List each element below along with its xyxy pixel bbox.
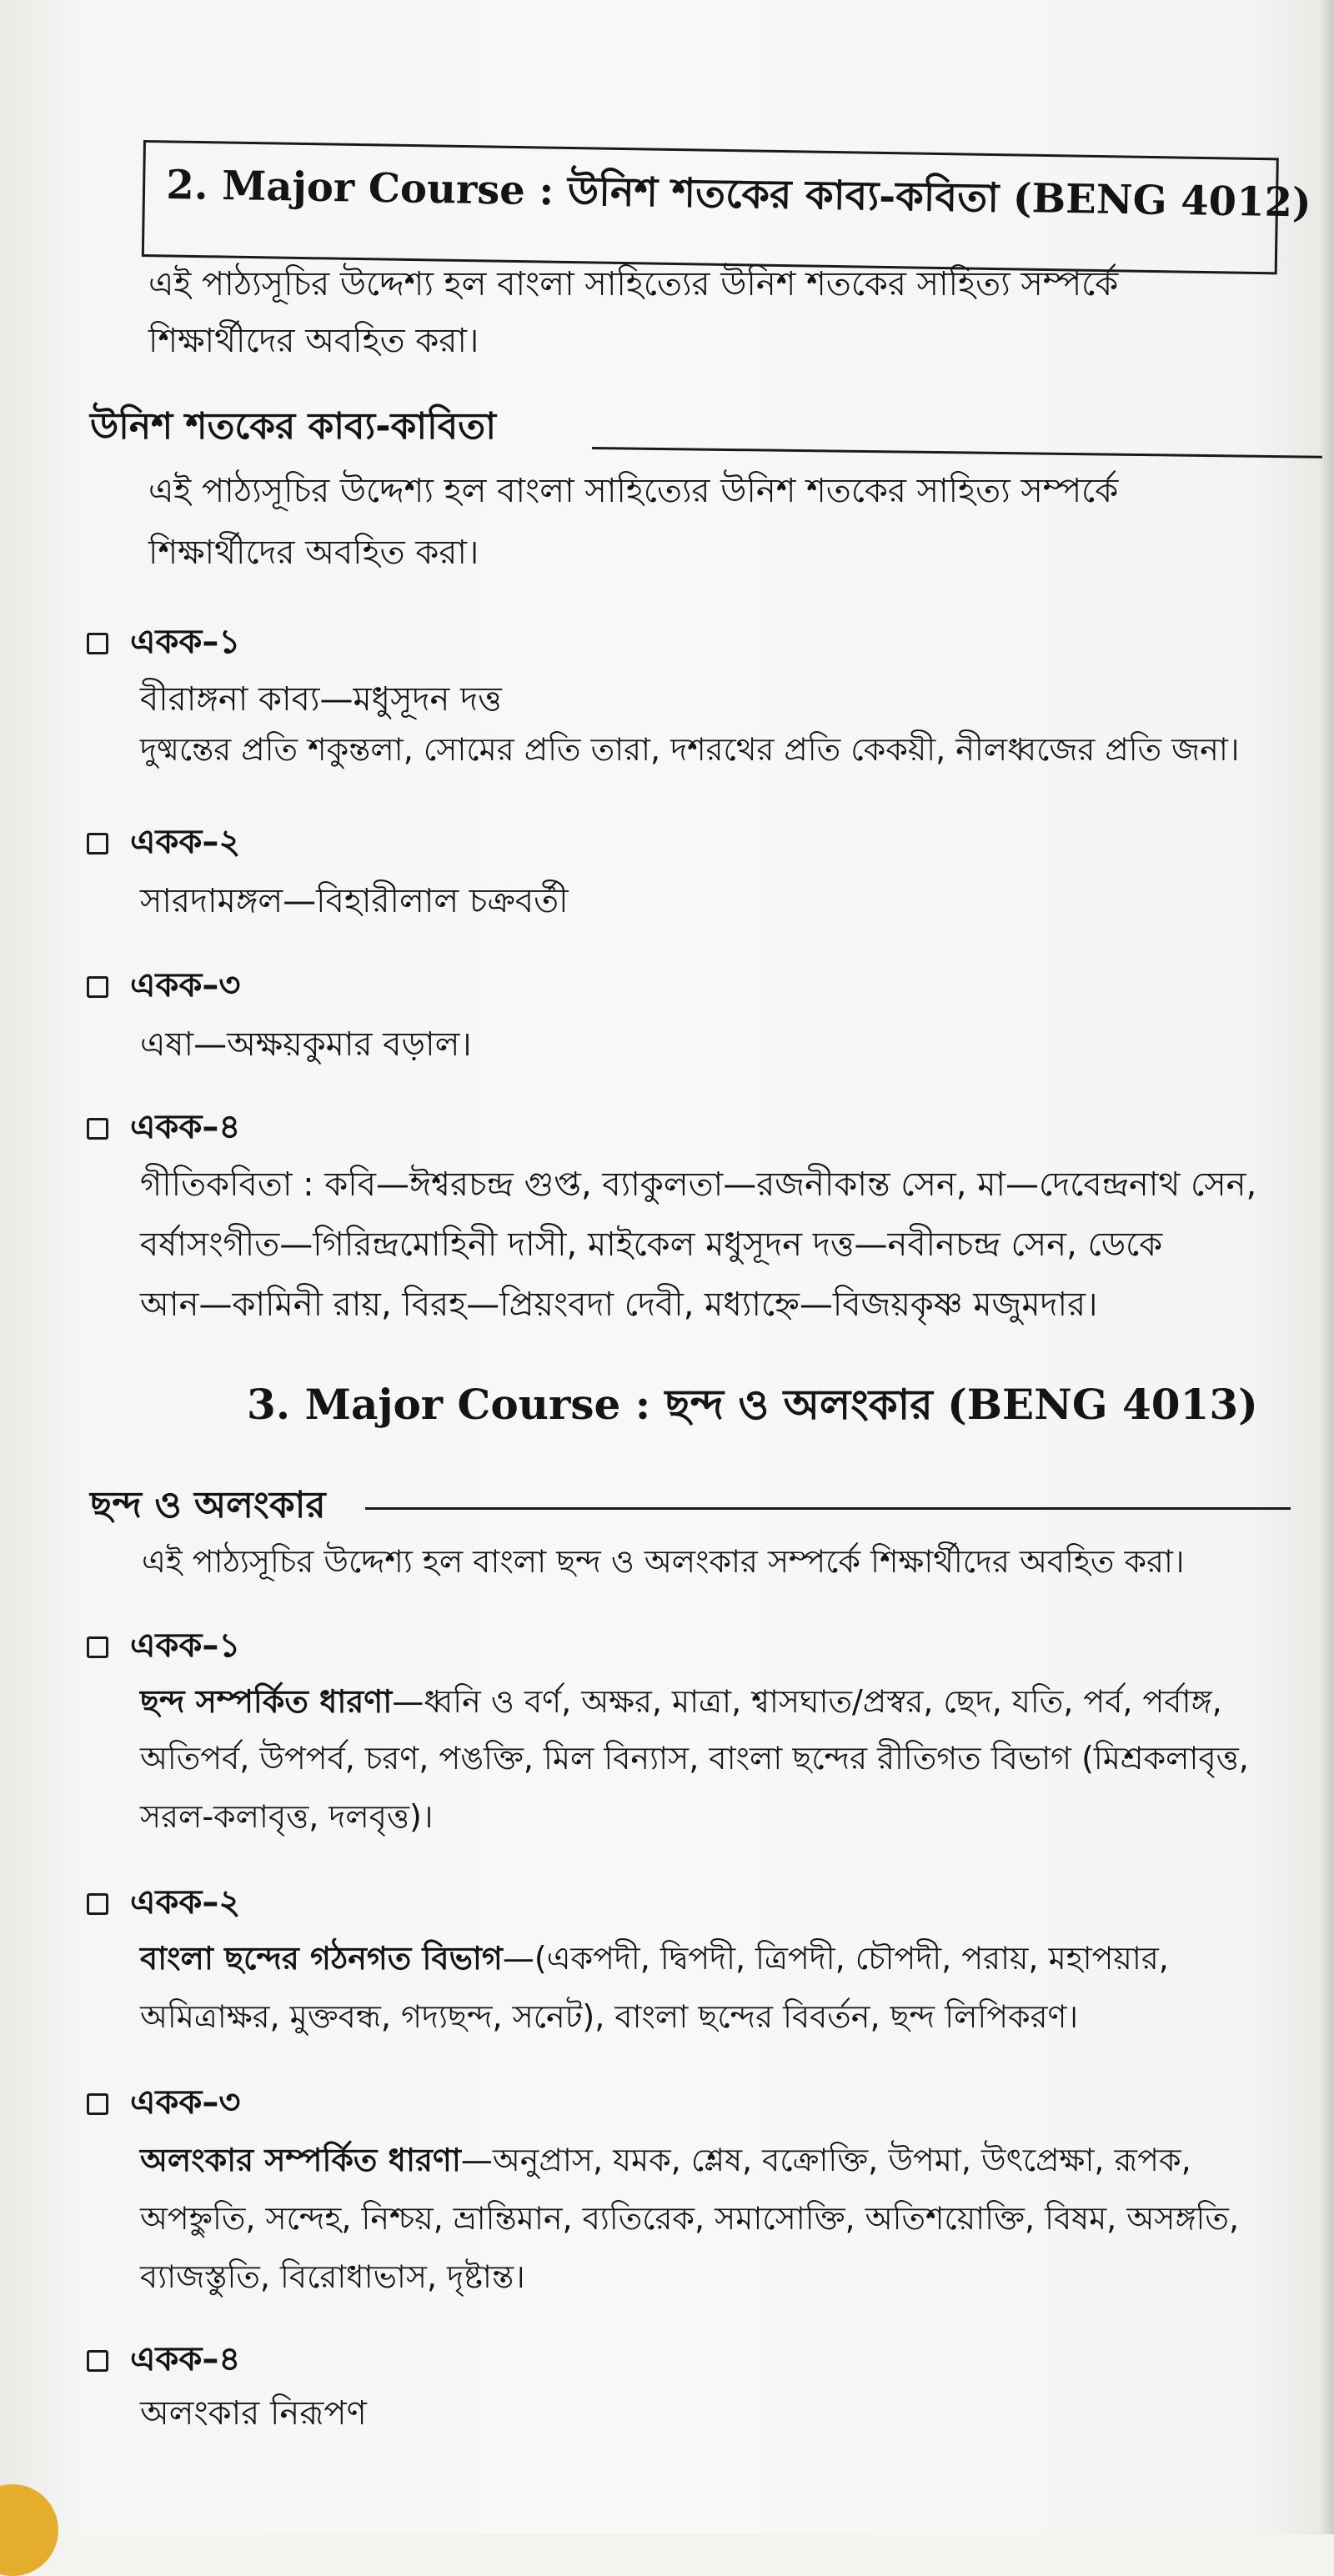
unit-label: একক–২ — [130, 1883, 241, 1922]
unit-label: একক–৩ — [130, 966, 241, 1005]
unit-lead-term: অলংকার সম্পর্কিত ধারণা — [140, 2142, 461, 2178]
unit-header — [87, 1876, 240, 1932]
corner-object — [0, 2484, 58, 2576]
unit-text-line — [140, 2132, 1191, 2188]
unit-text: —ধ্বনি ও বর্ণ, অক্ষর, মাত্রা, শ্বাসঘাত/প্রস্বর, ছেদ, যতি, পর্ব, পর্বাঙ্গ, — [392, 1683, 1222, 1720]
unit-lead-term: বাংলা ছন্দের গঠনগত বিভাগ — [140, 1940, 503, 1977]
course-title: 2. Major Course : উনিশ শতকের কাব্য-কবিতা (BENG 4012) — [165, 161, 1312, 227]
unit-text-line — [140, 1931, 1169, 1986]
checkbox-icon — [87, 2350, 108, 2372]
unit-header — [87, 1619, 240, 1675]
checkbox-icon — [87, 833, 108, 854]
section-intro-line: এই পাঠ্যসূচির উদ্দেশ্য হল বাংলা সাহিত্যের উনিশ শতকের সাহিত্য সম্পর্কে — [148, 472, 1119, 510]
unit-label: একক–৪ — [130, 1108, 241, 1146]
unit-lead-term: ছন্দ সম্পর্কিত ধারণা — [140, 1683, 393, 1720]
unit-text: —(একপদী, দ্বিপদী, ত্রিপদী, চৌপদী, পরায়, মহাপয়ার, — [502, 1940, 1169, 1977]
unit-text: —অনুপ্রাস, যমক, শ্লেষ, বক্রোক্তি, উপমা, উৎপ্রেক্ষা, রূপক, — [460, 2142, 1191, 2178]
unit-text-line: গীতিকবিতা : কবি—ঈশ্বরচন্দ্র গুপ্ত, ব্যাকুলতা—রজনীকান্ত সেন, মা—দেবেন্দ্রনাথ সেন, — [140, 1165, 1257, 1204]
checkbox-icon — [87, 1118, 108, 1140]
heading-underline — [592, 447, 1322, 459]
section-heading: উনিশ শতকের কাব্য-কাবিতা — [90, 405, 496, 448]
checkbox-icon — [87, 633, 108, 654]
checkbox-icon — [87, 1893, 108, 1915]
unit-label: একক–৩ — [130, 2083, 241, 2122]
page-edge-shadow — [1319, 0, 1334, 2534]
unit-text-line: অমিত্রাক্ষর, মুক্তবন্ধ, গদ্যছন্দ, সনেট), বাংলা ছন্দের বিবর্তন, ছন্দ লিপিকরণ। — [140, 1998, 1079, 2035]
unit-text-line: বীরাঙ্গনা কাব্য—মধুসূদন দত্ত — [140, 680, 502, 719]
unit-header — [87, 615, 240, 671]
unit-header — [87, 959, 240, 1015]
unit-header — [87, 1100, 240, 1156]
unit-label: একক–১ — [130, 623, 241, 661]
section-heading: ছন্দ ও অলংকার — [90, 1484, 326, 1526]
unit-header — [87, 2333, 240, 2388]
unit-text-line: সারদামঙ্গল—বিহারীলাল চক্রবর্তী — [140, 882, 569, 920]
course-intro-line: এই পাঠ্যসূচির উদ্দেশ্য হল বাংলা সাহিত্যের উনিশ শতকের সাহিত্য সম্পর্কে — [148, 265, 1119, 303]
section-intro-line: এই পাঠ্যসূচির উদ্দেশ্য হল বাংলা ছন্দ ও অলংকার সম্পর্কে শিক্ষার্থীদের অবহিত করা। — [142, 1543, 1185, 1580]
unit-text-line: অপহ্নুতি, সন্দেহ, নিশ্চয়, ভ্রান্তিমান, ব্যতিরেক, সমাসোক্তি, অতিশয়োক্তি, বিষম, অসঙ্গতি, — [140, 2200, 1240, 2237]
unit-text-line: অতিপর্ব, উপপর্ব, চরণ, পঙক্তি, মিল বিন্যাস, বাংলা ছন্দের রীতিগত বিভাগ (মিশ্রকলাবৃত্ত, — [140, 1740, 1249, 1777]
unit-header — [87, 815, 240, 871]
unit-text-line: অলংকার নিরূপণ — [140, 2394, 367, 2433]
unit-label: একক–১ — [130, 1626, 241, 1665]
unit-text-line: এষা—অক্ষয়কুমার বড়াল। — [140, 1025, 472, 1064]
course-title: 3. Major Course : ছন্দ ও অলংকার (BENG 4013) — [247, 1380, 1258, 1429]
unit-header — [87, 2076, 240, 2132]
checkbox-icon — [87, 2093, 108, 2115]
unit-text-line: ব্যাজস্তুতি, বিরোধাভাস, দৃষ্টান্ত। — [140, 2258, 525, 2295]
unit-text-line: বর্ষাসংগীত—গিরিন্দ্রমোহিনী দাসী, মাইকেল মধুসূদন দত্ত—নবীনচন্দ্র সেন, ডেকে — [140, 1225, 1163, 1264]
checkbox-icon — [87, 976, 108, 998]
course-intro-line: শিক্ষার্থীদের অবহিত করা। — [148, 322, 479, 360]
unit-label: একক–২ — [130, 823, 241, 861]
section-intro-line: শিক্ষার্থীদের অবহিত করা। — [148, 534, 479, 572]
unit-text-line: দুষ্মন্তের প্রতি শকুন্তলা, সোমের প্রতি তারা, দশরথের প্রতি কেকয়ী, নীলধ্বজের প্রতি জনা। — [140, 731, 1240, 768]
unit-text-line: আন—কামিনী রায়, বিরহ—প্রিয়ংবদা দেবী, মধ্যাহ্নে—বিজয়কৃষ্ণ মজুমদার। — [140, 1285, 1098, 1324]
heading-underline — [365, 1507, 1291, 1510]
unit-label: একক–৪ — [130, 2340, 241, 2378]
unit-text-line — [140, 1674, 1222, 1729]
unit-text-line: সরল-কলাবৃত্ত, দলবৃত্ত)। — [140, 1798, 434, 1835]
checkbox-icon — [87, 1636, 108, 1658]
